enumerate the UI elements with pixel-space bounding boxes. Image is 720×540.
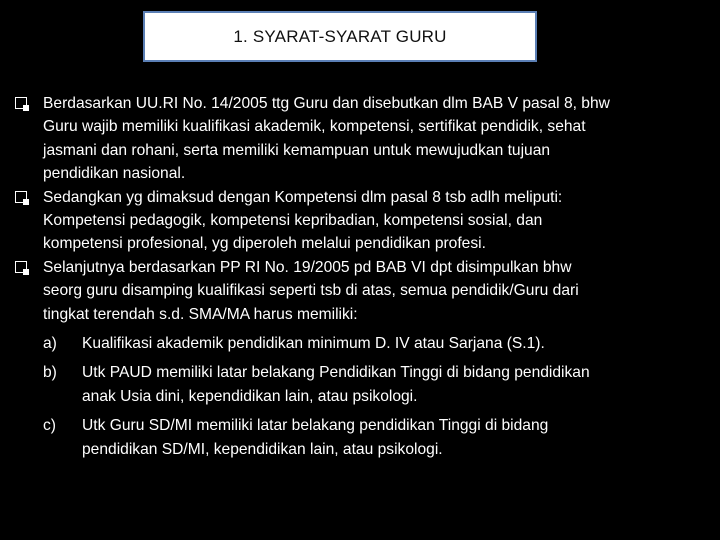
- sub-item-label: c): [43, 417, 56, 435]
- bullet-item-3: [14, 256, 710, 326]
- sub-item-c: [43, 414, 710, 461]
- title-box: [143, 11, 537, 62]
- sub-item-label: b): [43, 364, 57, 382]
- slide-title: 1. SYARAT-SYARAT GURU: [233, 26, 447, 46]
- checkbox-bullet-icon: [14, 186, 43, 209]
- bullet-text: Berdasarkan UU.RI No. 14/2005 ttg Guru dan disebutkan dlm BAB V pasal 8, bhw Guru wajib memiliki kualifikasi akademik, kompetensi, sertifikat pendidik, sehat jasmani dan rohani, serta memiliki kemampuan untuk mewujudkan tujuan pendidikan nasional.: [43, 95, 610, 183]
- bullet-text: Sedangkan yg dimaksud dengan Kompetensi dlm pasal 8 tsb adlh meliputi: Kompetensi pedagogik, kompetensi kepribadian, kompetensi sosial, dan kompetensi profesional, yg diperoleh melalui pendidikan profesi.: [43, 188, 563, 253]
- sub-item-text: Utk PAUD memiliki latar belakang Pendidikan Tinggi di bidang pendidikan anak Usia dini, kependidikan lain, atau psikologi.: [82, 364, 590, 405]
- sub-item-text: Utk Guru SD/MI memiliki latar belakang pendidikan Tinggi di bidang pendidikan SD/MI, kependidikan lain, atau psikologi.: [82, 417, 549, 458]
- sub-item-a: [43, 332, 710, 355]
- content-body: [14, 92, 710, 461]
- sub-item-label: a): [43, 335, 57, 353]
- checkbox-bullet-icon: [14, 256, 43, 279]
- sub-item-b: [43, 361, 710, 408]
- checkbox-bullet-icon: [14, 92, 43, 115]
- bullet-item-2: [14, 186, 710, 256]
- sub-item-text: Kualifikasi akademik pendidikan minimum D. IV atau Sarjana (S.1).: [82, 335, 545, 353]
- bullet-item-1: [14, 92, 710, 186]
- bullet-text: Selanjutnya berdasarkan PP RI No. 19/2005 pd BAB VI dpt disimpulkan bhw seorg guru disamping kualifikasi seperti tsb di atas, semua pendidik/Guru dari tingkat terendah s.d. SMA/MA harus memiliki:: [43, 258, 579, 323]
